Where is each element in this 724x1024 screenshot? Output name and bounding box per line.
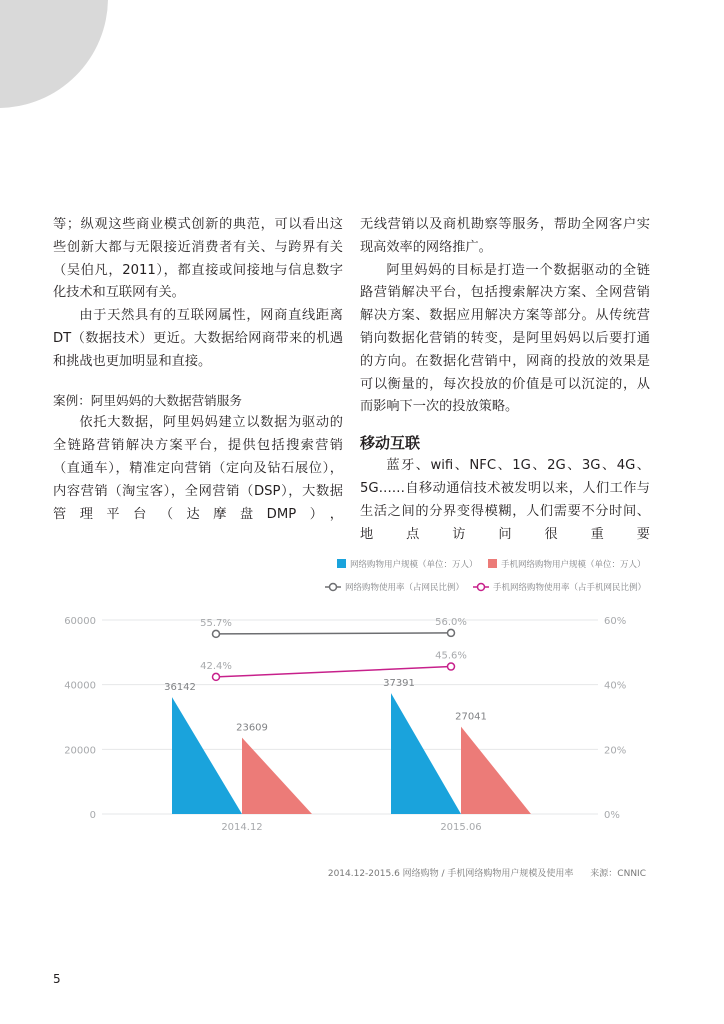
left-column	[53, 214, 343, 526]
legend-online-rate-marker	[330, 584, 337, 591]
y-left-tick-label: 20000	[64, 745, 96, 757]
right-paragraph-1: 无线营销以及商机勘察等服务，帮助全网客户实现高效率的网络推广。	[360, 217, 650, 255]
x-category-label: 2015.06	[440, 822, 482, 833]
legend-online-rate-text: 网络购物使用率（占网民比例）	[345, 583, 465, 593]
section-title: 移动互联	[360, 434, 421, 453]
chart	[0, 540, 724, 890]
y-right-tick-label: 0%	[604, 810, 620, 821]
online-shopping-bar	[391, 693, 461, 814]
right-column	[360, 214, 650, 546]
right-paragraph-2: 阿里妈妈的目标是打造一个数据驱动的全链路营销解决平台，包括搜索解决方案、全网营销解决方案、数据应用解决方案等部分。从传统营销向数据化营销的转变，是阿里妈妈以后要打通的方向。在数据化营销中，网商的投放的效果是可以衡量的，每次投放的价值是可以沉淀的，从而影响下一次的投放策略。	[360, 262, 650, 415]
y-right-tick-label: 20%	[604, 745, 627, 757]
online-shopping-bar	[172, 697, 242, 814]
chart-source: 来源：CNNIC	[590, 869, 646, 879]
chart-caption-row	[328, 866, 646, 879]
left-paragraph-1: 等；纵观这些商业模式创新的典范，可以看出这些创新大都与无限接近消费者有关、与跨界有关（吴伯凡，2011），都直接或间接地与信息数字化技术和互联网有关。	[53, 217, 343, 301]
chart-caption: 2014.12-2015.6 网络购物 / 手机网络购物用户规模及使用率	[327, 869, 574, 879]
legend-mobile-rate-text: 手机网络购物使用率（占手机网民比例）	[493, 583, 647, 593]
mobile-usage-rate-line	[216, 667, 451, 677]
mobile-usage-rate-label: 42.4%	[200, 660, 232, 672]
online-usage-rate-point	[213, 630, 220, 637]
mobile-usage-rate-point	[213, 673, 220, 680]
bar-value-label: 37391	[383, 678, 415, 690]
y-left-tick-label: 60000	[64, 616, 96, 627]
legend-mobile-text: 手机网络购物用户规模（单位：万人）	[501, 560, 646, 570]
right-paragraph-3: 蓝牙、wifi、NFC、1G、2G、3G、4G、5G……自移动通信技术被发明以来，人们工作与生活之间的分界变得模糊，人们需要不分时间、地点访问很重要	[360, 458, 650, 542]
online-usage-rate-label: 56.0%	[435, 616, 467, 628]
mobile-usage-rate-label: 45.6%	[435, 650, 467, 662]
left-paragraph-2: 由于天然具有的互联网属性，网商直线距离DT（数据技术）更近。大数据给网商带来的机遇和挑战也更加明显和直接。	[53, 308, 343, 369]
mobile-shopping-bar	[461, 727, 531, 814]
legend-online-swatch	[337, 559, 346, 568]
online-usage-rate-point	[448, 629, 455, 636]
bar-value-label: 23609	[236, 722, 268, 734]
y-left-tick-label: 0	[89, 810, 96, 821]
online-usage-rate-label: 55.7%	[200, 617, 232, 629]
page-number: 5	[53, 972, 61, 986]
case-title: 案例：阿里妈妈的大数据营销服务	[53, 392, 242, 408]
x-category-label: 2014.12	[221, 822, 263, 833]
legend-mobile-rate-marker	[478, 584, 485, 591]
legend-mobile-swatch	[488, 559, 497, 568]
legend-online-text: 网络购物用户规模（单位：万人）	[350, 560, 478, 570]
y-right-tick-label: 60%	[604, 616, 627, 627]
bar-value-label: 27041	[455, 711, 487, 723]
y-right-tick-label: 40%	[604, 680, 627, 692]
corner-decoration	[0, 0, 108, 108]
y-left-tick-label: 40000	[64, 680, 96, 692]
online-usage-rate-line	[216, 633, 451, 634]
mobile-usage-rate-point	[448, 663, 455, 670]
left-paragraph-3: 依托大数据，阿里妈妈建立以数据为驱动的全链路营销解决方案平台，提供包括搜索营销（直通车），精准定向营销（定向及钻石展位），内容营销（淘宝客），全网营销（DSP），大数据管理平台（达摩盘DMP），	[53, 415, 343, 522]
bar-value-label: 36142	[164, 682, 196, 694]
chart-svg	[0, 540, 724, 890]
